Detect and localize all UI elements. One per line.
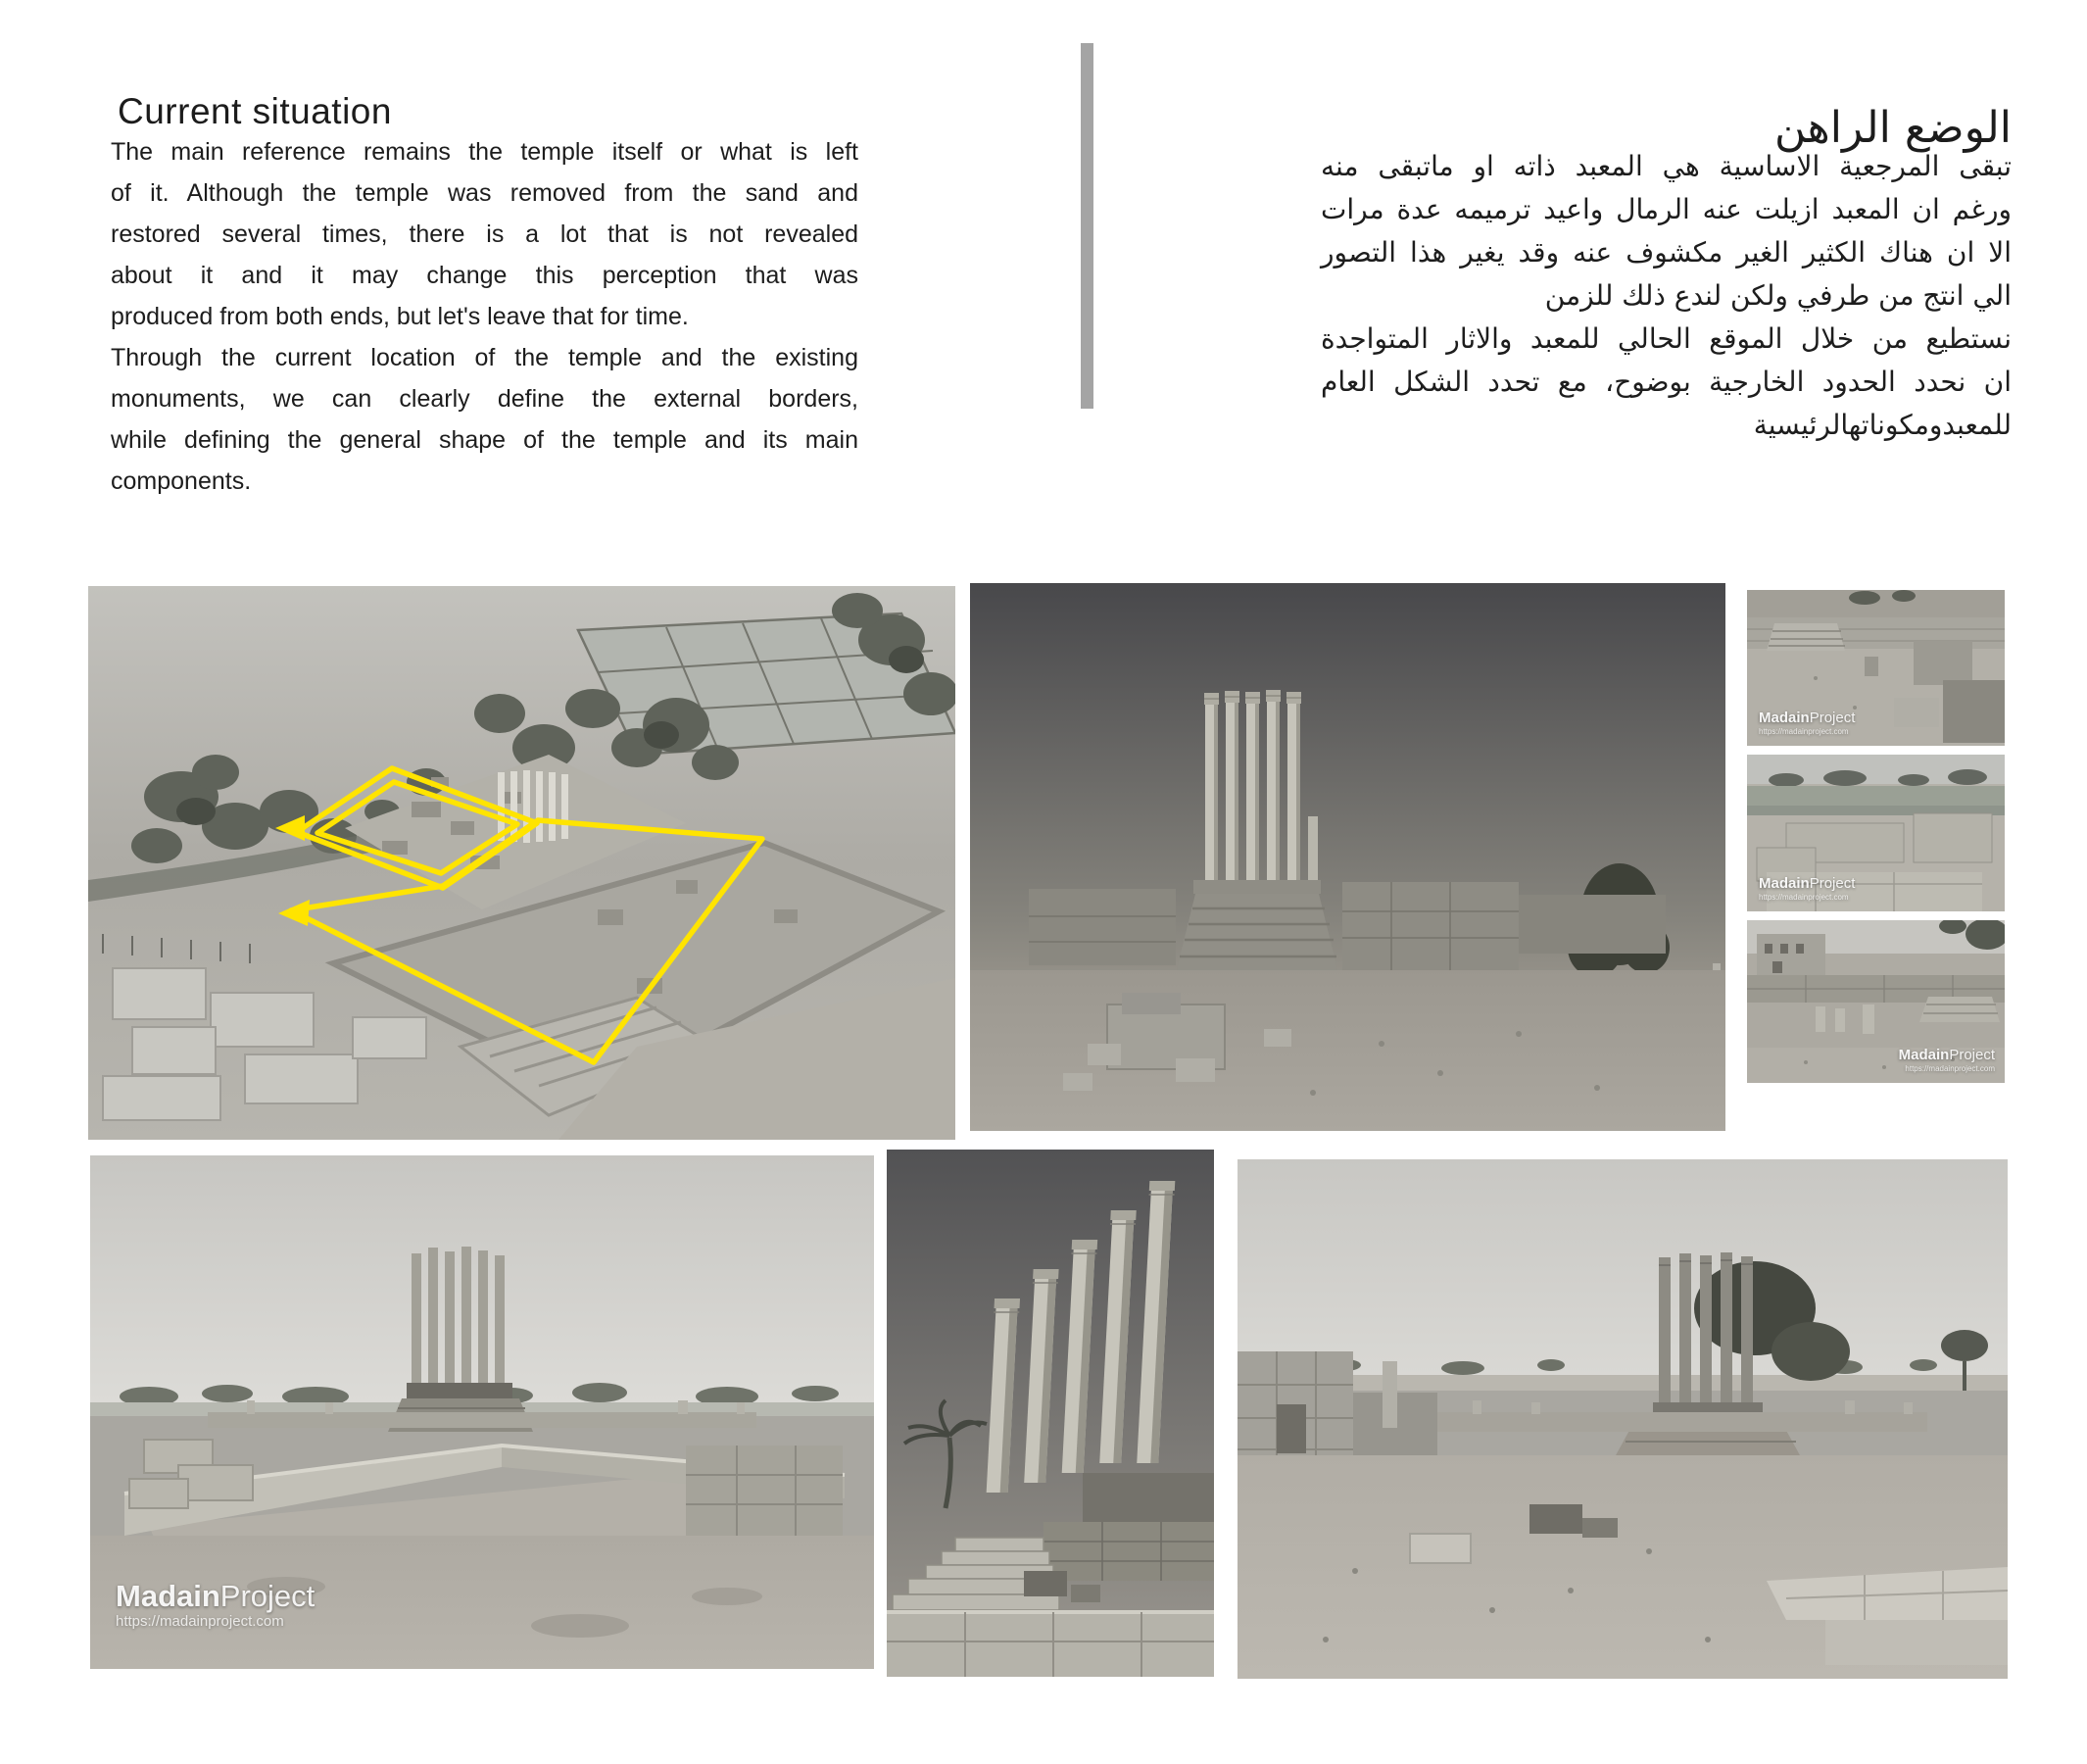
en-text-line: monuments, we can clearly define the external borders, [111,385,858,413]
ar-text-line: للمعبدومكوناتهالرئيسية [1753,409,2012,441]
watermark-brand-light: Project [1949,1046,1995,1063]
heading-arabic-current-situation: الوضع الراهن [1774,103,2012,154]
en-text-line: The main reference remains the temple itself or what is left [111,138,858,166]
watermark-url: https://madainproject.com [1905,1063,1995,1073]
watermark-brand-bold: Madain [116,1578,220,1613]
watermark [1759,876,1855,902]
en-text-line: about it and it may change this perception that was [111,262,858,289]
watermark-url: https://madainproject.com [1759,726,1849,736]
watermark-brand-light: Project [1809,709,1856,726]
thumbnail-ruins-blocks-landscape [1747,755,2005,911]
ar-text-line: نستطيع من خلال الموقع الحالي للمعبد والاثار المتواجدة [1321,322,2012,355]
thumbnail-ruins-courtyard [1747,590,2005,746]
en-text-line: of it. Although the temple was removed from the sand and [111,179,858,207]
ar-text-line: الي انتج من طرفي ولكن لندع ذلك للزمن [1544,279,2012,312]
vertical-divider-bar [1081,43,1093,409]
watermark-brand-bold: Madain [1759,709,1810,726]
en-text-line: components. [111,467,252,495]
ar-text-line: الا ان هناك الكثير الغير مكشوف عنه وقد يغير هذا التصور [1321,236,2012,269]
watermark [1899,1048,1995,1073]
watermark-url: https://madainproject.com [1759,892,1849,902]
watermark-url: https://madainproject.com [116,1613,284,1631]
watermark-brand-light: Project [219,1578,315,1613]
thumbnail-ruins-with-building [1747,920,2005,1083]
pillars-photo-illustration [970,583,1725,1131]
ar-text-line: ان نحدد الحدود الخارجية بوضوح، مع تحدد الشكل العام [1321,366,2012,398]
site-with-tree-illustration [1238,1159,2008,1679]
en-text-line: produced from both ends, but let's leave that for time. [111,303,689,330]
pillars-low-angle-illustration [887,1150,1214,1677]
aerial-photo-temple-site-with-boundary-overlay [88,586,955,1140]
photo-temple-enclosure-wide-view [90,1155,874,1669]
photo-temple-pillars-front-view [970,583,1725,1131]
en-text-line: while defining the general shape of the temple and its main [111,426,858,454]
photo-pillars-low-angle-view [887,1150,1214,1677]
watermark [1759,710,1855,736]
en-text-line: Through the current location of the temple and the existing [111,344,858,371]
english-paragraphs [111,131,858,502]
aerial-photo-illustration [88,586,955,1140]
watermark [116,1578,315,1631]
ar-text-line: تبقى المرجعية الاساسية هي المعبد ذاته او ماتبقى منه [1321,150,2012,182]
watermark-brand-bold: Madain [1759,874,1810,892]
watermark-brand-light: Project [1809,874,1856,892]
arabic-paragraphs [1321,145,2012,447]
watermark-brand-bold: Madain [1898,1046,1950,1063]
heading-current-situation: Current situation [118,90,392,131]
en-text-line: restored several times, there is a lot that is not revealed [111,220,858,248]
ar-text-line: ورغم ان المعبد ازيلت عنه الرمال واعيد ترميمه عدة مرات [1321,193,2012,225]
photo-temple-site-with-tree [1238,1159,2008,1679]
